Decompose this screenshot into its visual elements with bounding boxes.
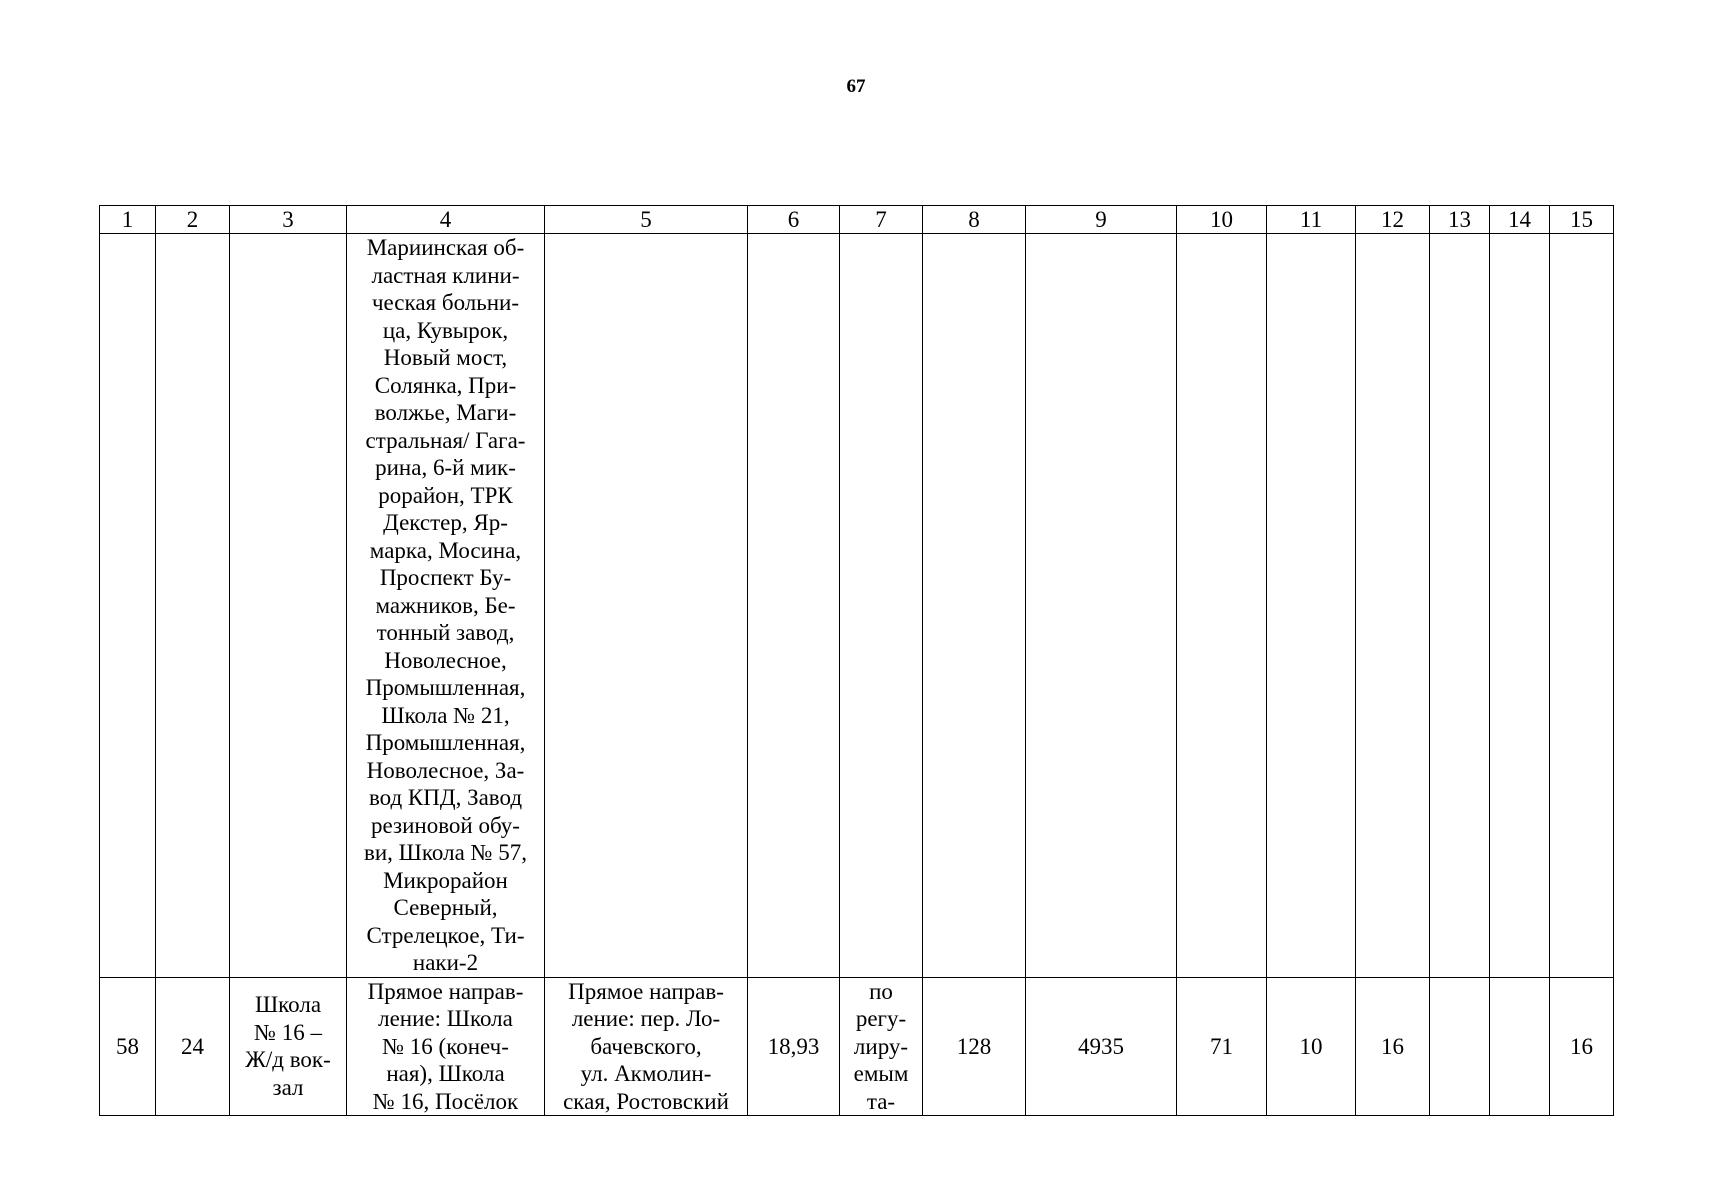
cell-empty xyxy=(840,234,923,978)
table-row xyxy=(100,977,1614,1116)
col-header-1: 1 xyxy=(100,206,156,234)
cell-length: 18,93 xyxy=(748,977,840,1116)
cell-empty xyxy=(748,234,840,978)
col-header-3: 3 xyxy=(230,206,347,234)
cell-col11: 10 xyxy=(1267,977,1356,1116)
col-header-12: 12 xyxy=(1356,206,1430,234)
header-row xyxy=(100,206,1614,234)
col-header-13: 13 xyxy=(1430,206,1490,234)
cell-stop-order: по регу- лиру- емым та- xyxy=(840,977,923,1116)
cell-stops: Прямое направ- ление: Школа № 16 (конеч- ная), Школа № 16, Посёлок xyxy=(347,977,545,1116)
cell-empty xyxy=(1490,234,1550,978)
col-header-8: 8 xyxy=(923,206,1026,234)
cell-col14 xyxy=(1490,977,1550,1116)
cell-route-name: Школа № 16 – Ж/д вок- зал xyxy=(230,977,347,1116)
col-header-10: 10 xyxy=(1177,206,1267,234)
cell-empty xyxy=(1267,234,1356,978)
cell-empty xyxy=(100,234,156,978)
cell-col12: 16 xyxy=(1356,977,1430,1116)
col-header-15: 15 xyxy=(1550,206,1614,234)
cell-col13 xyxy=(1430,977,1490,1116)
col-header-2: 2 xyxy=(156,206,230,234)
col-header-6: 6 xyxy=(748,206,840,234)
cell-empty xyxy=(1430,234,1490,978)
cell-empty xyxy=(156,234,230,978)
col-header-4: 4 xyxy=(347,206,545,234)
cell-col8: 128 xyxy=(923,977,1026,1116)
col-header-7: 7 xyxy=(840,206,923,234)
table-row-continuation xyxy=(100,234,1614,978)
cell-empty xyxy=(1177,234,1267,978)
col-header-14: 14 xyxy=(1490,206,1550,234)
cell-col15: 16 xyxy=(1550,977,1614,1116)
cell-empty xyxy=(1356,234,1430,978)
col-header-9: 9 xyxy=(1026,206,1177,234)
cell-empty xyxy=(923,234,1026,978)
col-header-5: 5 xyxy=(545,206,748,234)
cell-empty xyxy=(1550,234,1614,978)
cell-empty xyxy=(230,234,347,978)
stops-list-cell: Мариинская об- ластная клини- ческая больни- ца, Кувырок, Новый мост, Солянка, При- волжье, Маги- стральная/ Гага- рина, 6-й мик- рорайон, ТРК Декстер, Яр- марка, Мосина, Проспект Бу- мажников, Бе- тонный завод, Новолесное, Промышленная, Школа № 21, Промышленная, Новолесное, За- вод КПД, Завод резиновой обу- ви, Школа № 57, Микрорайон Северный, Стрелецкое, Ти- наки-2 xyxy=(347,234,545,978)
route-table xyxy=(99,205,1614,1116)
cell-empty xyxy=(1026,234,1177,978)
col-header-11: 11 xyxy=(1267,206,1356,234)
cell-empty xyxy=(545,234,748,978)
cell-route-index: 58 xyxy=(100,977,156,1116)
page-number: 67 xyxy=(846,76,866,97)
cell-col10: 71 xyxy=(1177,977,1267,1116)
cell-streets: Прямое направ- ление: пер. Ло- бачевского, ул. Акмолин- ская, Ростовский xyxy=(545,977,748,1116)
cell-col9: 4935 xyxy=(1026,977,1177,1116)
cell-route-number: 24 xyxy=(156,977,230,1116)
